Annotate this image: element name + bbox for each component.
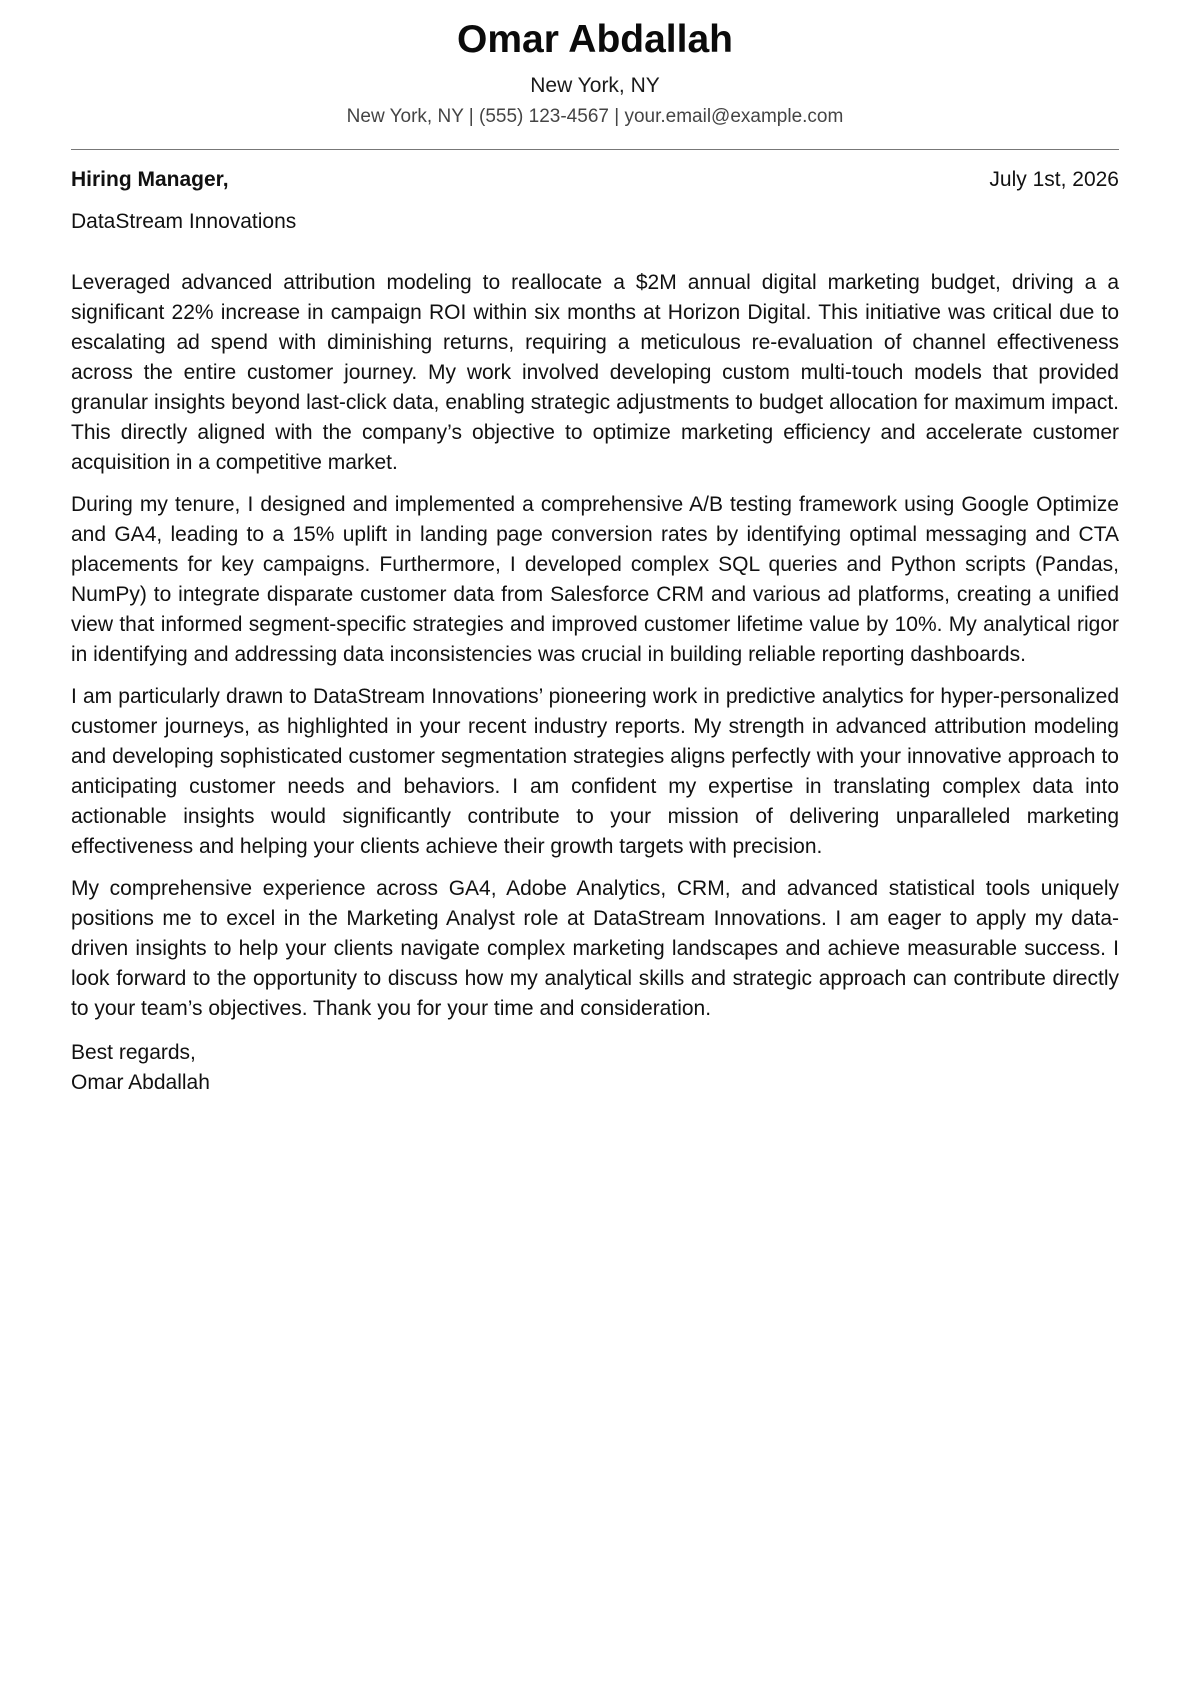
sender-contact-line: New York, NY | (555) 123-4567 | your.email@example.com (346, 106, 844, 127)
letter-header (71, 0, 1119, 130)
body-paragraph: My comprehensive experience across GA4, Adobe Analytics, CRM, and advanced statistical tools uniquely positions me to excel in the Marketing Analyst role at DataStream Innovations. I am eager to apply my data-driven insights to help your clients navigate complex marketing landscapes and achieve measurable success. I look forward to the opportunity to discuss how my analytical skills and strategic approach can contribute directly to your team’s objectives. Thank you for your time and consideration. (71, 877, 1119, 1020)
header-divider (71, 149, 1119, 150)
letter-closing-block (71, 1038, 1119, 1098)
letter-date: July 1st, 2026 (989, 168, 1119, 191)
letter-body (71, 268, 1119, 1024)
recipient-company: DataStream Innovations (71, 210, 297, 233)
recipient-salutation: Hiring Manager, (71, 168, 229, 191)
body-paragraph: I am particularly drawn to DataStream Innovations’ pioneering work in predictive analytics for hyper-personalized customer journeys, as highlighted in your recent industry reports. My strength in advanced attribution modeling and developing sophisticated customer segmentation strategies aligns perfectly with your innovative approach to anticipating customer needs and behaviors. I am confident my expertise in translating complex data into actionable insights would significantly contribute to your mission of delivering unparalleled marketing effectiveness and helping your clients achieve their growth targets with precision. (71, 685, 1119, 858)
closing-phrase: Best regards, (71, 1041, 196, 1064)
sender-location: New York, NY (530, 74, 660, 97)
recipient-date-row (71, 166, 1119, 194)
body-paragraph: During my tenure, I designed and implemented a comprehensive A/B testing framework using Google Optimize and GA4, leading to a 15% uplift in landing page conversion rates by identifying optimal messaging and CTA placements for key campaigns. Furthermore, I developed complex SQL queries and Python scripts (Pandas, NumPy) to integrate disparate customer data from Salesforce CRM and various ad platforms, creating a unified view that informed segment-specific strategies and improved customer lifetime value by 10%. My analytical rigor in identifying and addressing data inconsistencies was crucial in building reliable reporting dashboards. (71, 493, 1119, 666)
body-paragraph: Leveraged advanced attribution modeling to reallocate a $2M annual digital marketing budget, driving a a significant 22% increase in campaign ROI within six months at Horizon Digital. This initiative was critical due to escalating ad spend with diminishing returns, requiring a meticulous re-evaluation of channel effectiveness across the entire customer journey. My work involved developing custom multi-touch models that provided granular insights beyond last-click data, enabling strategic adjustments to budget allocation for maximum impact. This directly aligned with the company’s objective to optimize marketing efficiency and accelerate customer acquisition in a competitive market. (71, 271, 1119, 474)
signature-name: Omar Abdallah (71, 1071, 210, 1094)
sender-name: Omar Abdallah (457, 18, 733, 61)
